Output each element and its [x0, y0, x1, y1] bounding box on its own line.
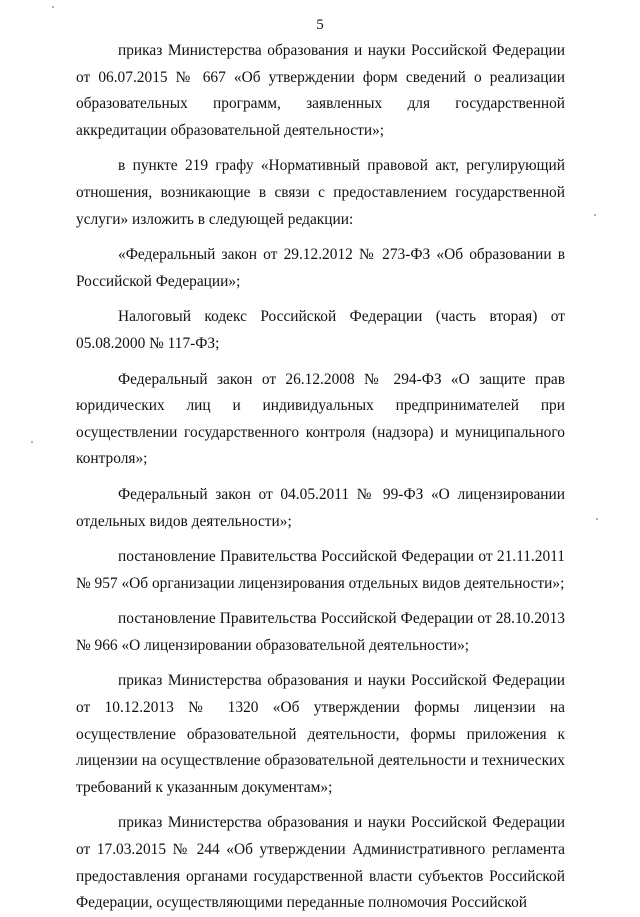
- scan-speck: [596, 518, 598, 520]
- paragraph-law-294-fz: Федеральный закон от 26.12.2008 № 294-ФЗ «О защите прав юридических лиц и индивидуальных предпринимателей при осуществлении государственного контроля (надзора) и муниципального контроля»;: [76, 370, 565, 468]
- scan-speck: [594, 214, 596, 216]
- scan-speck: [52, 6, 54, 8]
- paragraph-order-244: приказ Министерства образования и науки Российской Федерации от 17.03.2015 № 244 «Об утверждении Административного регламента предоставления органами государственной власти субъектов Российской Федерации, осуществляющими переданные полномочия Российской: [76, 814, 565, 912]
- paragraph-order-667: приказ Министерства образования и науки Российской Федерации от 06.07.2015 № 667 «Об утверждении форм сведений о реализации образовательных программ, заявленных для государственной аккредитации образовательной деятельности»;: [76, 42, 565, 139]
- paragraph-law-99-fz: Федеральный закон от 04.05.2011 № 99-ФЗ «О лицензировании отдельных видов деятельности»;: [76, 485, 565, 530]
- document-body: [76, 38, 565, 917]
- page-number: 5: [316, 17, 324, 33]
- paragraph-order-1320: приказ Министерства образования и науки Российской Федерации от 10.12.2013 № 1320 «Об утверждении формы лицензии на осуществление образовательной деятельности, формы приложения к лицензии на осуществление образовательной деятельности и технических требований к указанным документам»;: [76, 672, 565, 796]
- paragraph-item-219: в пункте 219 графу «Нормативный правовой акт, регулирующий отношения, возникающие в связи с предоставлением государственной услуги» изложить в следующей редакции:: [76, 157, 565, 228]
- paragraph-tax-code: Налоговый кодекс Российской Федерации (часть вторая) от 05.08.2000 № 117-ФЗ;: [76, 308, 565, 352]
- paragraph-law-273-fz: «Федеральный закон от 29.12.2012 № 273-ФЗ «Об образовании в Российской Федерации»;: [76, 246, 565, 290]
- paragraph-resolution-966: постановление Правительства Российской Федерации от 28.10.2013 № 966 «О лицензировании образовательной деятельности»;: [76, 610, 565, 654]
- paragraph-resolution-957: постановление Правительства Российской Федерации от 21.11.2011 № 957 «Об организации лицензирования отдельных видов деятельности»;: [76, 548, 565, 592]
- scan-speck: [31, 441, 33, 443]
